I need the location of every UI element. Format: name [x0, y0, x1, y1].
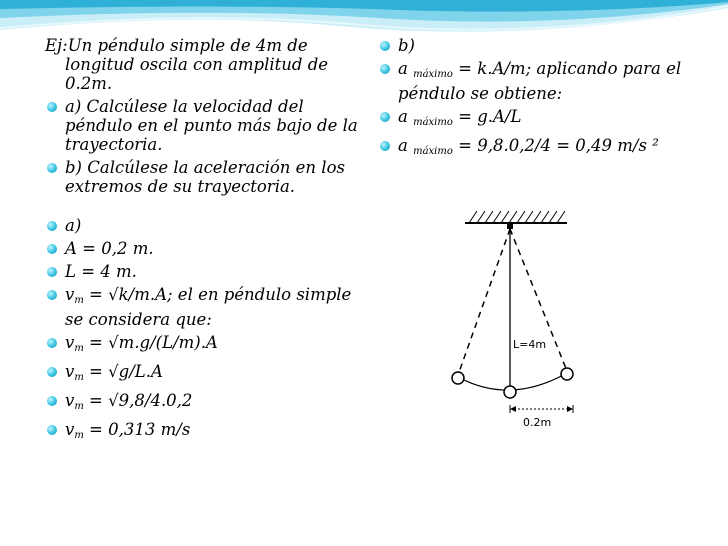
bullet-icon — [380, 112, 390, 122]
bullet-icon — [47, 221, 57, 231]
list-item: L = 4 m. — [45, 262, 360, 281]
amplitude-label: 0.2m — [523, 416, 552, 429]
bullet-icon — [380, 141, 390, 151]
list-item: $v_m = 0,313$ m/s — [45, 420, 360, 445]
list-item: $v_m = √9,8/4.0,2$ — [45, 391, 360, 416]
bullet-icon — [47, 102, 57, 112]
bullet-icon — [47, 338, 57, 348]
list-item: b) — [378, 36, 708, 55]
list-item: b) Calcúlese la aceleración en los extremos de su trayectoria. — [45, 158, 360, 196]
left-column — [45, 36, 360, 449]
pendulum-diagram — [445, 205, 585, 433]
list-item: a $_{máximo}$ = k.A/m; aplicando para el péndulo se obtiene: — [378, 59, 708, 103]
length-label: L=4m — [513, 338, 547, 351]
list-item: a) Calcúlese la velocidad del péndulo en el punto más bajo de la trayectoria. — [45, 97, 360, 154]
list-item: $v_m = √k/m.A$; el en péndulo simple se considera que: — [45, 285, 360, 329]
bullet-icon — [47, 163, 57, 173]
bullet-icon — [380, 41, 390, 51]
list-item: A = 0,2 m. — [45, 239, 360, 258]
bullet-icon — [47, 244, 57, 254]
list-item: a $_{máximo}$ = 9,8.0,2/4 = 0,49 m/s ² — [378, 136, 708, 161]
bullet-icon — [47, 425, 57, 435]
right-column — [378, 36, 708, 165]
bullet-icon — [47, 290, 57, 300]
bullet-icon — [380, 64, 390, 74]
bullet-icon — [47, 396, 57, 406]
list-item: a) — [45, 216, 360, 235]
bullet-icon — [47, 267, 57, 277]
list-item: $v_m = √g/L.A$ — [45, 362, 360, 387]
problem-statement: Ej:Un péndulo simple de 4m de longitud oscila con amplitud de 0.2m. — [45, 36, 329, 93]
bullet-icon — [47, 367, 57, 377]
list-item: $v_m = √m.g/(L/m).A$ — [45, 333, 360, 358]
list-item: a $_{máximo}$ = g.A/L — [378, 107, 708, 132]
